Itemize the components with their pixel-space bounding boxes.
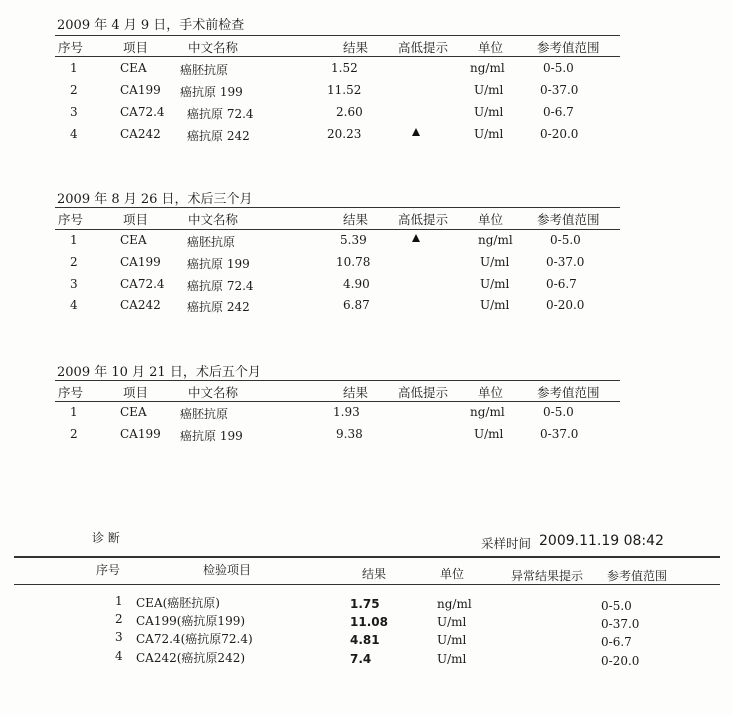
- row-name: 癌胚抗原: [180, 63, 229, 77]
- col-header-result: 结果: [343, 212, 369, 227]
- row-result: 5.39: [340, 233, 367, 247]
- row-no: 1: [70, 405, 78, 419]
- col-header-item: 项目: [123, 385, 149, 400]
- col-header-item: 项目: [123, 40, 149, 55]
- report-row-ref: 0-20.0: [601, 654, 640, 668]
- report-col-header-item: 检验项目: [203, 563, 252, 577]
- row-name: 癌胚抗原: [187, 235, 236, 249]
- table-header-rule: [55, 56, 620, 57]
- col-header-no: 序号: [58, 40, 84, 55]
- row-name: 癌抗原 242: [187, 300, 250, 314]
- row-unit: U/ml: [480, 277, 510, 291]
- row-item: CA72.4: [120, 105, 165, 119]
- row-ref: 0-20.0: [540, 127, 579, 141]
- diagnosis-label: 诊 断: [92, 531, 120, 545]
- report-row-result: 7.4: [350, 652, 372, 666]
- row-item: CEA: [120, 405, 147, 419]
- row-result: 10.78: [336, 255, 371, 269]
- report-col-header-no: 序号: [96, 563, 121, 577]
- section-title: 2009 年 8 月 26 日，术后三个月: [57, 192, 253, 207]
- row-no: 1: [70, 61, 78, 75]
- table-header-rule: [55, 229, 620, 230]
- row-ref: 0-37.0: [546, 255, 585, 269]
- report-row-unit: U/ml: [437, 652, 467, 666]
- row-item: CA242: [120, 127, 161, 141]
- row-unit: ng/ml: [470, 61, 505, 75]
- report-row-unit: U/ml: [437, 633, 467, 647]
- report-row-unit: ng/ml: [437, 597, 472, 611]
- row-no: 2: [70, 255, 78, 269]
- report-col-header-unit: 单位: [440, 567, 465, 581]
- report-row-item: CA242(癌抗原242): [136, 651, 246, 665]
- col-header-item: 项目: [123, 212, 149, 227]
- row-item: CA199: [120, 83, 161, 97]
- col-header-unit: 单位: [478, 385, 504, 400]
- col-header-result: 结果: [343, 40, 369, 55]
- col-header-unit: 单位: [478, 40, 504, 55]
- row-no: 3: [70, 277, 78, 291]
- col-header-ref: 参考值范围: [537, 385, 600, 400]
- row-no: 2: [70, 427, 78, 441]
- row-unit: U/ml: [474, 427, 504, 441]
- report-row-no: 2: [115, 612, 123, 626]
- row-result: 11.52: [327, 83, 362, 97]
- row-ref: 0-6.7: [546, 277, 577, 291]
- row-no: 2: [70, 83, 78, 97]
- row-name: 癌胚抗原: [180, 407, 229, 421]
- row-result: 4.90: [343, 277, 370, 291]
- row-item: CA72.4: [120, 277, 165, 291]
- report-row-no: 3: [115, 630, 123, 644]
- report-row-result: 11.08: [350, 615, 388, 629]
- col-header-name: 中文名称: [188, 212, 239, 227]
- col-header-no: 序号: [58, 212, 84, 227]
- high-flag-arrow-icon: [412, 128, 420, 136]
- col-header-ref: 参考值范围: [537, 212, 600, 227]
- section-title: 2009 年 4 月 9 日，手术前检查: [57, 18, 245, 33]
- row-unit: ng/ml: [470, 405, 505, 419]
- report-row-ref: 0-5.0: [601, 599, 632, 613]
- row-unit: U/ml: [474, 105, 504, 119]
- row-item: CA242: [120, 298, 161, 312]
- row-ref: 0-20.0: [546, 298, 585, 312]
- row-unit: U/ml: [474, 83, 504, 97]
- row-unit: U/ml: [480, 298, 510, 312]
- col-header-name: 中文名称: [188, 385, 239, 400]
- table-top-rule: [55, 207, 620, 208]
- report-row-no: 1: [115, 594, 123, 608]
- row-ref: 0-5.0: [543, 61, 574, 75]
- row-unit: U/ml: [474, 127, 504, 141]
- row-no: 1: [70, 233, 78, 247]
- row-no: 3: [70, 105, 78, 119]
- col-header-ref: 参考值范围: [537, 40, 600, 55]
- row-unit: U/ml: [480, 255, 510, 269]
- row-result: 2.60: [336, 105, 363, 119]
- report-col-header-flag: 异常结果提示: [511, 569, 584, 583]
- col-header-flag: 高低提示: [398, 385, 449, 400]
- row-result: 1.52: [331, 61, 358, 75]
- report-header-rule: [14, 584, 720, 585]
- table-top-rule: [55, 35, 620, 36]
- report-row-result: 1.75: [350, 597, 380, 611]
- report-row-ref: 0-6.7: [601, 635, 632, 649]
- report-row-item: CEA(癌胚抗原): [136, 596, 220, 610]
- row-unit: ng/ml: [478, 233, 513, 247]
- row-item: CA199: [120, 427, 161, 441]
- row-result: 1.93: [333, 405, 360, 419]
- col-header-name: 中文名称: [188, 40, 239, 55]
- row-result: 20.23: [327, 127, 362, 141]
- high-flag-arrow-icon: [412, 234, 420, 242]
- row-name: 癌抗原 199: [180, 85, 243, 99]
- report-row-unit: U/ml: [437, 615, 467, 629]
- row-name: 癌抗原 242: [187, 129, 250, 143]
- col-header-result: 结果: [343, 385, 369, 400]
- section-title: 2009 年 10 月 21 日，术后五个月: [57, 365, 261, 380]
- report-col-header-result: 结果: [362, 567, 387, 581]
- report-row-ref: 0-37.0: [601, 617, 640, 631]
- row-name: 癌抗原 199: [180, 429, 243, 443]
- row-ref: 0-6.7: [543, 105, 574, 119]
- row-item: CEA: [120, 233, 147, 247]
- report-row-no: 4: [115, 649, 123, 663]
- report-row-result: 4.81: [350, 633, 380, 647]
- row-name: 癌抗原 199: [187, 257, 250, 271]
- col-header-flag: 高低提示: [398, 212, 449, 227]
- row-no: 4: [70, 127, 78, 141]
- col-header-no: 序号: [58, 385, 84, 400]
- row-ref: 0-37.0: [540, 427, 579, 441]
- row-no: 4: [70, 298, 78, 312]
- row-ref: 0-5.0: [543, 405, 574, 419]
- row-item: CEA: [120, 61, 147, 75]
- sample-time-label: 采样时间: [481, 536, 532, 551]
- row-item: CA199: [120, 255, 161, 269]
- row-ref: 0-5.0: [550, 233, 581, 247]
- row-result: 6.87: [343, 298, 370, 312]
- report-top-rule: [14, 556, 720, 558]
- report-row-item: CA72.4(癌抗原72.4): [136, 632, 253, 646]
- col-header-flag: 高低提示: [398, 40, 449, 55]
- row-ref: 0-37.0: [540, 83, 579, 97]
- table-top-rule: [55, 380, 620, 381]
- report-row-item: CA199(癌抗原199): [136, 614, 246, 628]
- table-header-rule: [55, 401, 620, 402]
- report-col-header-ref: 参考值范围: [607, 569, 668, 583]
- row-result: 9.38: [336, 427, 363, 441]
- row-name: 癌抗原 72.4: [187, 107, 254, 121]
- col-header-unit: 单位: [478, 212, 504, 227]
- sample-time-value: 2009.11.19 08:42: [539, 533, 664, 549]
- row-name: 癌抗原 72.4: [187, 279, 254, 293]
